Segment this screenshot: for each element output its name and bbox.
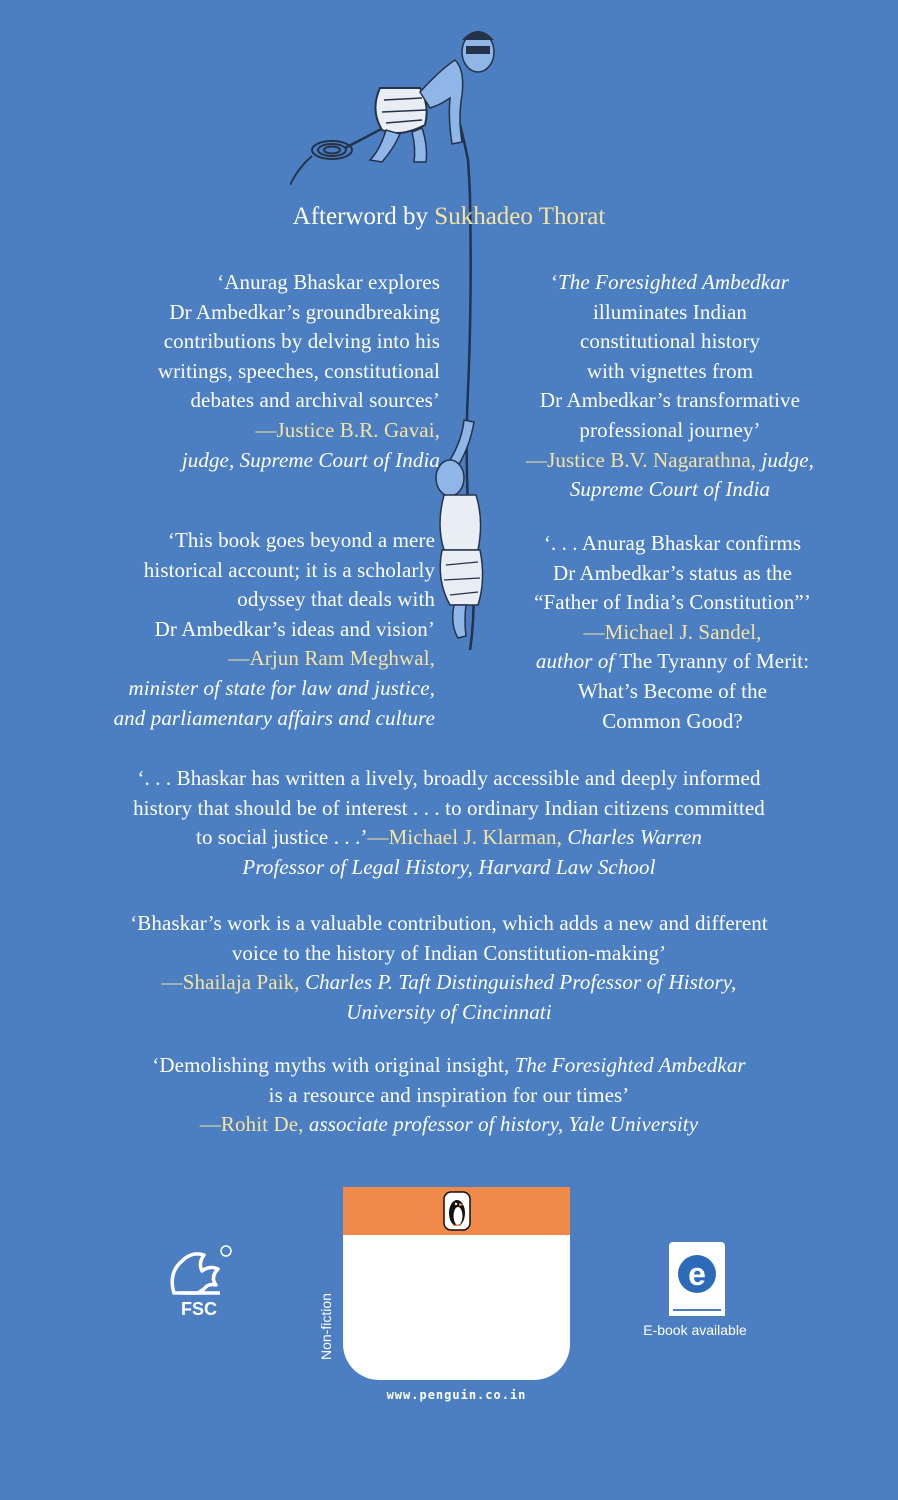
quote-role: author of <box>535 649 615 674</box>
quote-role: Charles P. Taft Distinguished Professor of History, <box>299 970 737 995</box>
quote-role: Charles Warren <box>562 825 702 850</box>
quote-open-mark: ‘ <box>550 270 559 294</box>
quote-attribution: —Justice B.R. Gavai, <box>255 417 440 442</box>
quote-line: Dr Ambedkar’s status as the <box>552 560 793 585</box>
afterword-author: Sukhadeo Thorat <box>434 203 606 230</box>
quote-attribution: —Justice B.V. Nagarathna, <box>525 447 757 472</box>
endorsement-gavai <box>40 268 440 475</box>
endorsement-nagarathna <box>490 268 850 505</box>
book-title: The Foresighted Ambedkar <box>558 270 790 294</box>
badge-white-panel <box>343 1235 570 1380</box>
quote-role: University of Cincinnati <box>346 999 552 1024</box>
quote-role: minister of state for law and justice, <box>128 675 435 700</box>
quote-line: Dr Ambedkar’s ideas and vision’ <box>154 616 435 641</box>
penguin-badge <box>343 1187 570 1380</box>
endorsement-sandel <box>500 529 845 736</box>
quote-line: ‘. . . Anurag Bhaskar confirms <box>543 531 802 555</box>
afterword-prefix: Afterword by <box>292 203 435 230</box>
category-label: Non-fiction <box>318 1293 334 1360</box>
ebook-label: E-book available <box>643 1322 747 1338</box>
quote-role: judge, <box>756 447 814 472</box>
book-title: The Foresighted Ambedkar <box>514 1053 746 1077</box>
quote-line: professional journey’ <box>579 417 761 442</box>
quote-line: ‘Demolishing myths with original insight, <box>152 1053 515 1077</box>
quote-line: “Father of India’s Constitution”’ <box>534 590 811 615</box>
quote-line: historical account; it is a scholarly <box>143 557 435 582</box>
quote-attribution: —Arjun Ram Meghwal, <box>228 646 435 671</box>
quote-line: illuminates Indian <box>592 299 748 324</box>
quote-role: associate professor of history, Yale University <box>303 1112 699 1137</box>
afterword-credit <box>0 203 898 231</box>
endorsement-klarman <box>60 764 838 882</box>
fsc-logo <box>158 1243 240 1333</box>
quote-role: and parliamentary affairs and culture <box>113 705 435 730</box>
quote-role: Professor of Legal History, Harvard Law School <box>242 854 656 879</box>
quote-role: Supreme Court of India <box>569 477 771 502</box>
ebook-icon <box>667 1240 727 1318</box>
quote-line: is a resource and inspiration for our times’ <box>268 1082 630 1107</box>
quote-line: contributions by delving into his <box>163 329 440 354</box>
quote-line: Dr Ambedkar’s groundbreaking <box>169 299 440 324</box>
endorsement-paik <box>60 909 838 1027</box>
quote-line: with vignettes from <box>586 358 754 383</box>
quote-line: odyssey that deals with <box>237 587 435 612</box>
book-title: What’s Become of the <box>577 678 768 703</box>
quote-line: to social justice . . .’ <box>196 825 368 850</box>
quote-line: voice to the history of Indian Constitution-making’ <box>231 940 667 965</box>
quote-attribution: —Shailaja Paik, <box>161 970 300 995</box>
endorsement-meghwal <box>40 526 435 733</box>
quote-line: constitutional history <box>579 329 761 354</box>
book-title: The Tyranny of Merit: <box>614 649 810 674</box>
quote-line: debates and archival sources’ <box>190 388 440 413</box>
badge-orange-band <box>343 1187 570 1235</box>
quote-attribution: —Michael J. Sandel, <box>583 619 762 644</box>
quote-role: judge, Supreme Court of India <box>181 447 440 472</box>
quote-line: Dr Ambedkar’s transformative <box>539 388 801 413</box>
fsc-tree-icon <box>158 1243 240 1299</box>
quote-line: history that should be of interest . . . to ordinary Indian citizens committed <box>133 795 765 820</box>
book-title: Common Good? <box>602 708 743 733</box>
publisher-url[interactable]: www.penguin.co.in <box>386 1388 527 1402</box>
fsc-label: FSC <box>181 1299 217 1319</box>
quote-attribution: —Michael J. Klarman, <box>367 825 562 850</box>
quote-line: ‘. . . Bhaskar has written a lively, broadly accessible and deeply informed <box>137 766 761 790</box>
quote-line: ‘Bhaskar’s work is a valuable contribution, which adds a new and different <box>130 911 768 935</box>
quote-attribution: —Rohit De, <box>199 1112 304 1137</box>
penguin-logo-icon <box>443 1191 471 1231</box>
quote-line: ‘This book goes beyond a mere <box>167 528 435 552</box>
quote-line: ‘Anurag Bhaskar explores <box>217 270 440 294</box>
ebook-letter: e <box>688 1256 706 1292</box>
quote-line: writings, speeches, constitutional <box>157 358 440 383</box>
endorsement-de <box>60 1051 838 1140</box>
